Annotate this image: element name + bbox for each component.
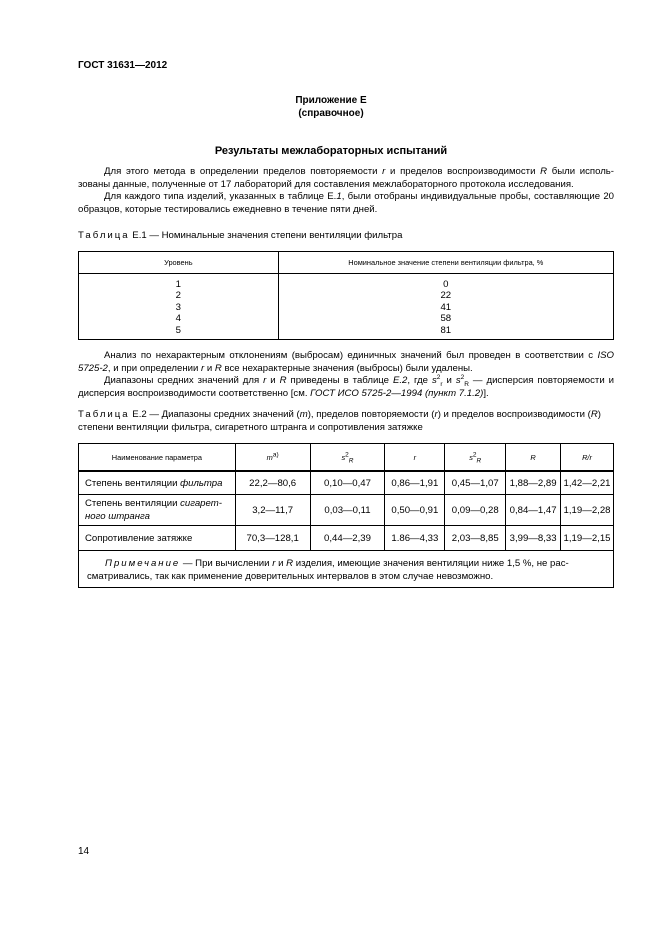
analysis-paragraph-2: Диапазоны средних значений для r и R приведены в таблице Е.2, где $s^2_r$ и $s^2_R$ — дисперсия повторяемости и дисперсия воспроизводимости соответственно [см. ГОСТ ИСО 5725-2—1994 (пункт 7.1.2)]. xyxy=(78,374,614,399)
table1-caption: Таблица Е.1 — Номинальные значения степени вентиляции фильтра xyxy=(78,230,403,241)
table-row: 1 0 xyxy=(79,274,614,291)
standard-header: ГОСТ 31631—2012 xyxy=(78,60,168,71)
table-row: Степень вентиляции фильтра 22,2—80,6 0,10—0,47 0,86—1,91 0,45—1,07 1,88—2,89 1,42—2,21 xyxy=(79,471,614,495)
intro-paragraph-1: Для этого метода в определении пределов повторяемости r и пределов воспроизводимости R были исполь-зованы данные, полученные от 17 лабораторий для составления межлабораторного протокола исследования. xyxy=(78,166,614,190)
table2-header-m: $m^{a)}$ xyxy=(235,444,310,472)
appendix-title: Приложение Е xyxy=(295,95,367,106)
table2-caption: Таблица Е.2 — Диапазоны средних значений (m), пределов повторяемости (r) и пределов воспроизводимости (R) степени вентиляции фильтра, сигаретного штранга и сопротивления затяжке xyxy=(78,409,601,433)
table1-header-nominal: Номинальное значение степени вентиляции фильтра, % xyxy=(278,252,613,274)
table2-header-R: R xyxy=(506,444,561,472)
intro-paragraph-2: Для каждого типа изделий, указанных в таблице Е.1, были отобраны индивидуальные пробы, составляющие 20 образцов, которые тестировались ежедневно в течение пяти дней. xyxy=(78,191,615,215)
table-row: Степень вентиляции сигарет-ного штранга 3,2—11,7 0,03—0,11 0,50—0,91 0,09—0,28 0,84—1,47 1,19—2,28 xyxy=(79,495,614,526)
row-name: Сопротивление затяжке xyxy=(79,526,236,551)
table2 xyxy=(78,443,614,588)
table2-header-sr2: $s^2_R$ xyxy=(310,444,385,472)
table-row: 2 22 xyxy=(79,290,614,301)
section-title: Результаты межлабораторных испытаний xyxy=(214,145,448,157)
table-row: 4 58 xyxy=(79,313,614,324)
table-row: 3 41 xyxy=(79,302,614,313)
table1 xyxy=(78,251,614,340)
table2-header-sR2: $s^2_R$ xyxy=(445,444,506,472)
table2-header-r: r xyxy=(385,444,445,472)
analysis-block xyxy=(78,350,614,400)
intro-block xyxy=(78,166,614,216)
table1-header-level: Уровень xyxy=(79,252,279,274)
table2-header-parameter: Наименование параметра xyxy=(79,444,236,472)
table-row: Сопротивление затяжке 70,3—128,1 0,44—2,39 1.86—4,33 2,03—8,85 3,99—8,33 1,19—2,15 xyxy=(79,526,614,551)
row-name: Степень вентиляции фильтра xyxy=(79,471,236,495)
table-row: 5 81 xyxy=(79,325,614,340)
analysis-paragraph-1: Анализ по нехарактерным отклонениям (выбросам) единичных значений был проведен в соответствии с ISO 5725-2, и при определении r и R все нехарактерные значения (выбросы) были удалены. xyxy=(78,350,614,374)
appendix-subtitle: (справочное) xyxy=(298,108,364,119)
page-number: 14 xyxy=(78,846,90,857)
table2-header-R-over-r: R/r xyxy=(561,444,614,472)
row-name: Степень вентиляции сигарет-ного штранга xyxy=(79,495,236,526)
table2-note: Примечание — При вычислении r и R изделия, имеющие значения вентиляции ниже 1,5 %, не рас-сматривались, так как применение доверительных интервалов в этом случае невозможно. xyxy=(79,551,614,588)
